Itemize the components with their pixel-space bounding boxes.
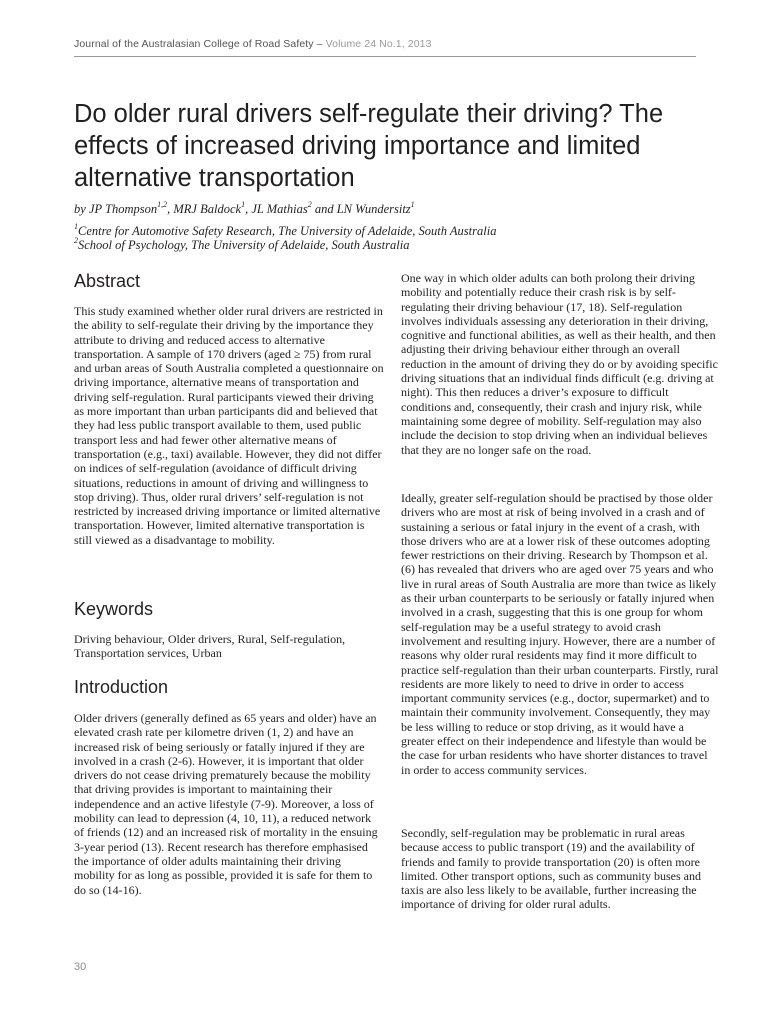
byline-prefix: by (74, 202, 89, 216)
header-rule (74, 56, 696, 57)
affiliation-text: School of Psychology, The University of Adelaide, South Australia (78, 238, 410, 252)
running-header (74, 38, 432, 50)
affiliation-2 (74, 235, 410, 253)
author-affiliation-marker: 2 (307, 199, 312, 209)
author-separator: , (167, 202, 174, 216)
author-name: LN Wundersitz (336, 202, 411, 216)
author-name: JL Mathias (251, 202, 308, 216)
page-number: 30 (74, 961, 87, 973)
author-name: JP Thompson (88, 202, 158, 216)
author-byline (74, 199, 415, 217)
affiliation-marker: 1 (74, 221, 78, 231)
author-separator: and (311, 202, 337, 216)
introduction-paragraph: Ideally, greater self-regulation should be practised by those older drivers who are most at risk of being involved in a crash and of sustaining a serious or fatal injury in the event of a crash, with those drivers who are at a lower risk of these outcomes adopting fewer restrictions on their driving. Research by Thompson et al. (6) has revealed that drivers who are aged over 75 years and who live in rural areas of South Australia are more than twice as likely as their urban counterparts to be seriously or fatally injured when involved in a crash, suggesting that this is one group for whom self-regulation may be a useful strategy to avoid crash involvement and resulting injury. However, there are a number of reasons why older rural residents may find it more difficult to practice self-regulation than their urban counterparts. Firstly, rural residents are more likely to need to drive in order to access important community services (e.g., doctor, supermarket) and to maintain their community involvement. Consequently, they may be less willing to reduce or stop driving, as it would have a greater effect on their independence and lifestyle than would be the case for urban residents who have shorter distances to travel in order to access community services. (401, 491, 719, 777)
affiliation-marker: 2 (74, 235, 78, 245)
keywords-heading: Keywords (74, 599, 154, 619)
volume-info: Volume 24 No.1, 2013 (325, 38, 432, 50)
author-affiliation-marker: 1 (241, 199, 246, 209)
article-title: Do older rural drivers self-regulate their driving? The effects of increased driving importance and limited alternative transportation (74, 100, 664, 192)
author-name: MRJ Baldock (173, 202, 242, 216)
abstract-heading: Abstract (74, 271, 141, 291)
keywords-text: Driving behaviour, Older drivers, Rural, Self-regulation, Transportation services, Urban (74, 632, 346, 661)
abstract-text: This study examined whether older rural drivers are restricted in the ability to self-regulate their driving by the importance they attribute to driving and reduced access to alternative transportation. A sample of 170 drivers (aged ≥ 75) from rural and urban areas of South Australia completed a questionnaire on driving importance, alternative means of transportation and driving self-regulation. Rural participants viewed their driving as more important than urban participants did and believed that they had less public transport available to them, used public transport less and had fewer other alternative means of transportation (e.g., taxi) available. However, they did not differ on indices of self-regulation (avoidance of difficult driving situations, reductions in amount of driving and willingness to stop driving). Thus, older rural drivers’ self-regulation is not restricted by increased driving importance or limited alternative transportation. However, limited alternative transportation is still viewed as a disadvantage to mobility. (74, 304, 384, 547)
introduction-paragraph: Older drivers (generally defined as 65 years and older) have an elevated crash rate per kilometre driven (1, 2) and have an increased risk of being seriously or fatally injured if they are involved in a crash (2-6). However, it is important that older drivers do not cease driving prematurely because the mobility that driving provides is important to maintaining their independence and an active lifestyle (7-9). Moreover, a loss of mobility can lead to depression (4, 10, 11), a reduced network of friends (12) and an increased risk of mortality in the ensuing 3-year period (13). Recent research has therefore emphasised the importance of older adults maintaining their driving mobility for as long as possible, provided it is safe for them to do so (14-16). (74, 711, 378, 897)
introduction-paragraph: Secondly, self-regulation may be problematic in rural areas because access to public transport (19) and the availability of friends and family to provide transportation (20) is often more limited. Other transport options, such as community buses and taxis are also less likely to be available, further increasing the importance of driving for older rural adults. (401, 826, 701, 912)
affiliation-text: Centre for Automotive Safety Research, The University of Adelaide, South Australia (78, 224, 497, 238)
affiliation-1 (74, 221, 497, 239)
author-affiliation-marker: 1 (410, 199, 415, 209)
introduction-paragraph: One way in which older adults can both prolong their driving mobility and potentially reduce their crash risk is by self-regulating their driving behaviour (17, 18). Self-regulation involves individuals assessing any deterioration in their driving, cognitive and functional abilities, as well as their health, and then adjusting their driving behaviour either through an overall reduction in the amount of driving they do or by avoiding specific driving situations that an individual finds difficult (e.g. driving at night). This then reduces a driver’s exposure to difficult conditions and, consequently, their crash and injury risk, while maintaining some degree of mobility. Self-regulation may also include the decision to stop driving when an individual believes that they are no longer safe on the road. (401, 271, 718, 457)
author-affiliation-marker: 1,2 (157, 199, 168, 209)
author-separator: , (245, 202, 252, 216)
introduction-heading: Introduction (74, 677, 169, 697)
journal-name: Journal of the Australasian College of Road Safety – (74, 38, 326, 50)
